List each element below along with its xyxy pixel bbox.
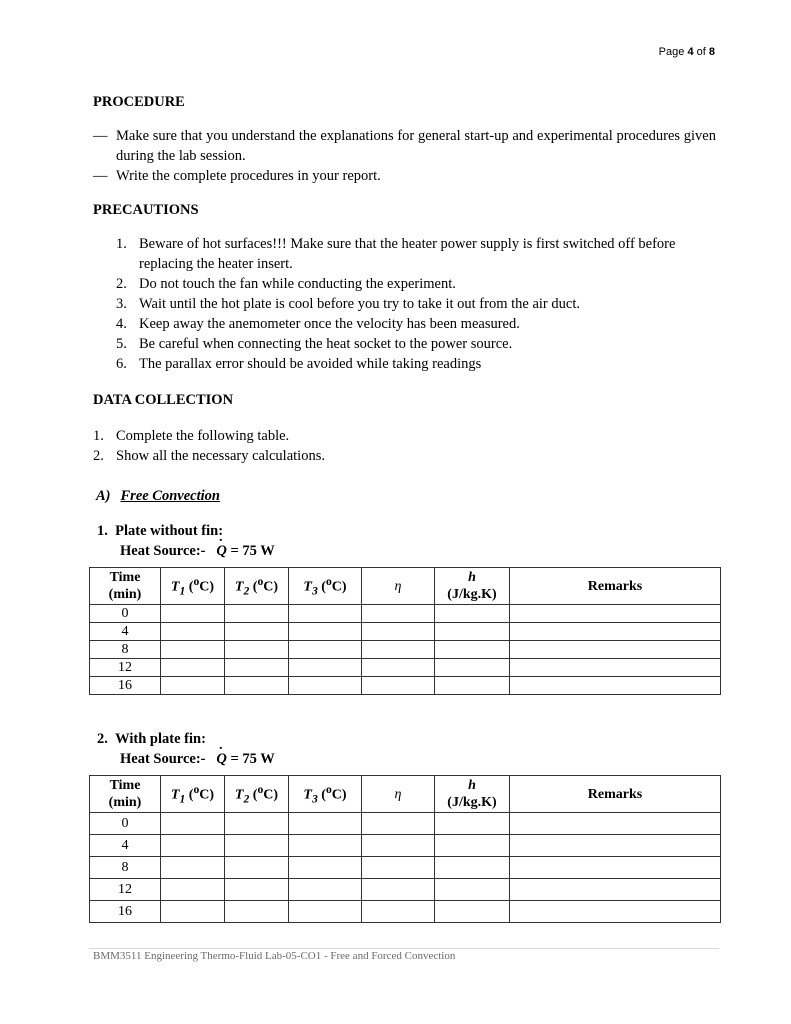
table-header-row [90,776,721,813]
col-t2: $T_2$ ($^o$C) [225,776,289,813]
table-header-row [90,568,721,605]
col-t1: $T_1$ ($^o$C) [161,568,225,605]
precautions-list [116,234,716,374]
col-t1: $T_1$ ($^o$C) [161,776,225,813]
table-row: 16 [90,677,721,695]
table-row: 8 [90,857,721,879]
table2 [89,775,721,923]
precaution-item: 5. Be careful when connecting the heat socket to the power source. [116,336,513,352]
page-label: Page [658,46,685,58]
q-dot-symbol: Q ˙ [216,751,226,767]
procedure-heading: PROCEDURE [93,94,185,110]
table1-title: 1. Plate without fin: Heat Source:- Q ˙ = 75 W [97,521,275,561]
section-a-title: A) Free Convection [96,488,220,504]
footer-divider [89,948,719,949]
table-row: 16 [90,901,721,923]
page-total: 8 [708,46,715,58]
table1 [89,567,721,695]
procedure-list [93,126,716,186]
col-t3: $T_3$ ($^o$C) [289,776,362,813]
table-row: 8 [90,641,721,659]
q-dot-symbol: Q ˙ [216,543,226,559]
table-row: 12 [90,659,721,677]
procedure-item: — Write the complete procedures in your report. [93,166,716,186]
col-t3: $T_3$ ($^o$C) [289,568,362,605]
table2-title: 2. With plate fin: Heat Source:- Q ˙ = 75 W [97,729,275,769]
procedure-item: — Make sure that you understand the explanations for general start-up and experimental procedures given during the lab session. [93,126,716,166]
table-row: 0 [90,813,721,835]
col-eta: η [362,568,435,605]
data-collection-heading: DATA COLLECTION [93,392,234,408]
data-collection-list [93,426,693,466]
table-row: 12 [90,879,721,901]
col-eta: η [362,776,435,813]
col-t2: $T_2$ ($^o$C) [225,568,289,605]
col-h: h (J/kg.K) [435,568,510,605]
data-collection-item: 2. Show all the necessary calculations. [93,448,325,464]
col-time: Time (min) [90,776,161,813]
precaution-item: 2. Do not touch the fan while conducting the experiment. [116,276,456,292]
page-number [659,46,715,58]
precaution-item: 6. The parallax error should be avoided while taking readings [116,356,482,372]
precaution-item: 4. Keep away the anemometer once the velocity has been measured. [116,316,520,332]
precaution-item: 3. Wait until the hot plate is cool before you try to take it out from the air duct. [116,296,580,312]
col-remarks: Remarks [510,568,721,605]
footer: BMM3511 Engineering Thermo-Fluid Lab-05-CO1 - Free and Forced Convection [93,950,456,962]
precautions-heading: PRECAUTIONS [93,202,199,218]
table-row: 4 [90,623,721,641]
col-time: Time (min) [90,568,161,605]
page-current: 4 [687,46,694,58]
precaution-item: 1. Beware of hot surfaces!!! Make sure that the heater power supply is first switched off before replacing the heater insert. [116,236,676,272]
col-h: h (J/kg.K) [435,776,510,813]
data-collection-item: 1. Complete the following table. [93,428,290,444]
table-row: 0 [90,605,721,623]
col-remarks: Remarks [510,776,721,813]
table-row: 4 [90,835,721,857]
page-of: of [696,46,706,58]
